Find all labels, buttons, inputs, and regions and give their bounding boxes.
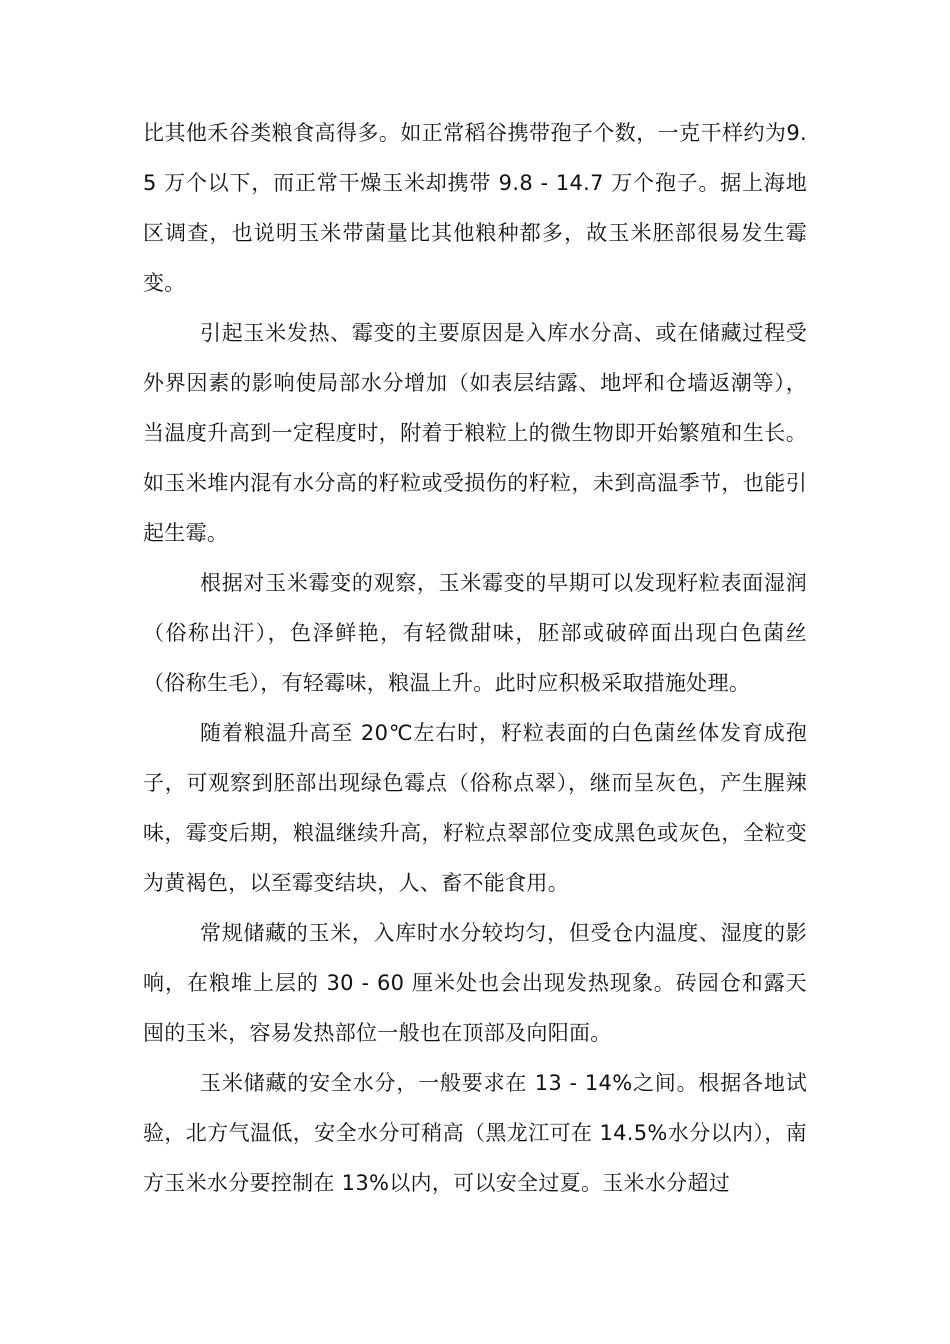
document-body <box>143 108 807 1208</box>
paragraph-1: 比其他禾谷类粮食高得多。如正常稻谷携带孢子个数，一克干样约为9.5 万个以下，而正常干燥玉米却携带 9.8 - 14.7 万个孢子。据上海地区调查，也说明玉米带菌量比其他粮种都多，故玉米胚部很易发生霉变。 <box>143 121 807 295</box>
paragraph-6: 玉米储藏的安全水分，一般要求在 13 - 14%之间。根据各地试验，北方气温低，安全水分可稍高（黑龙江可在 14.5%水分以内），南方玉米水分要控制在 13%以内，可以安全过夏。玉米水分超过 <box>143 1071 807 1195</box>
paragraph-4: 随着粮温升高至 20℃左右时，籽粒表面的白色菌丝体发育成孢子，可观察到胚部出现绿色霉点（俗称点翠），继而呈灰色，产生腥辣味，霉变后期，粮温继续升高，籽粒点翠部位变成黑色或灰色，全粒变为黄褐色，以至霉变结块，人、畜不能食用。 <box>143 721 807 895</box>
paragraph-5: 常规储藏的玉米，入库时水分较均匀，但受仓内温度、湿度的影响，在粮堆上层的 30 - 60 厘米处也会出现发热现象。砖园仓和露天囤的玉米，容易发热部位一般也在顶部及向阳面。 <box>143 921 807 1045</box>
paragraph-3: 根据对玉米霉变的观察，玉米霉变的早期可以发现籽粒表面湿润（俗称出汗），色泽鲜艳，有轻微甜味，胚部或破碎面出现白色菌丝（俗称生毛），有轻霉味，粮温上升。此时应积极采取措施处理。 <box>143 571 807 695</box>
paragraph-2: 引起玉米发热、霉变的主要原因是入库水分高、或在储藏过程受外界因素的影响使局部水分增加（如表层结露、地坪和仓墙返潮等），当温度升高到一定程度时，附着于粮粒上的微生物即开始繁殖和生长。如玉米堆内混有水分高的籽粒或受损伤的籽粒，未到高温季节，也能引起生霉。 <box>143 321 807 545</box>
